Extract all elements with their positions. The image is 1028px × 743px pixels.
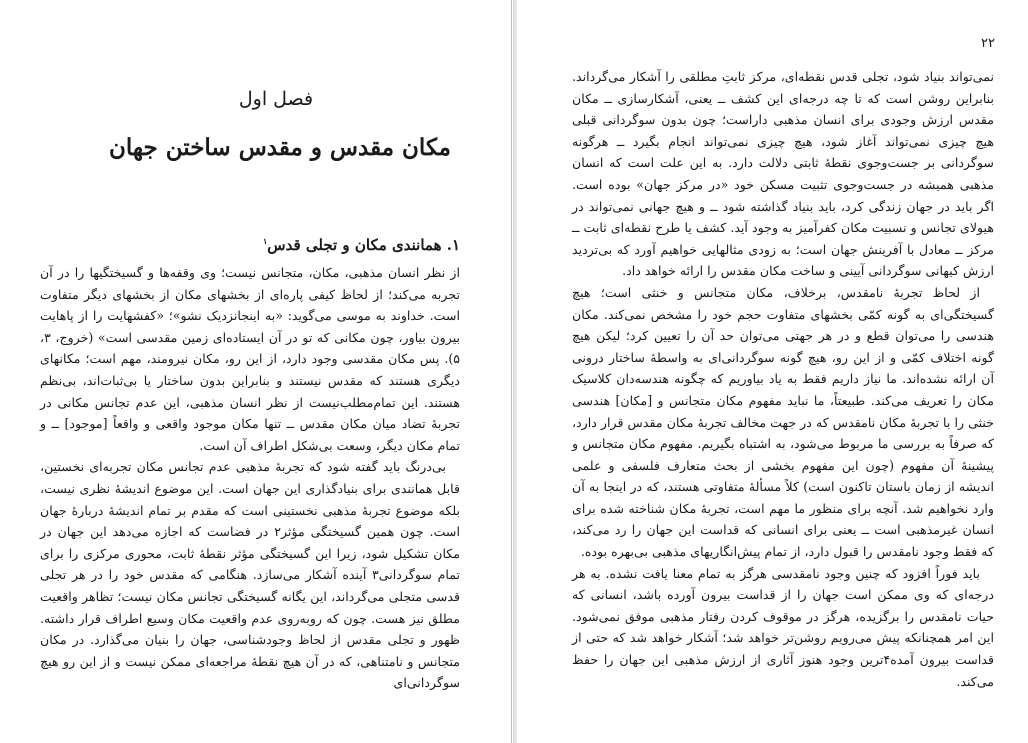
paragraph: بی‌درنگ باید گفته شود که تجربهٔ مذهبی عدم تجانس مکان تجربه‌ای نخستین، قابل همانندی برای بنیادگذاری این جهان است. این موضوع اندیشهٔ نظری نیست، بلکه موضوع تجربهٔ مذهبی نخستینی است که مقدم بر تمام اندیشهٔ دربارهٔ جهان است. چون همین گسیختگی مؤثر۲ در فضاست که اجازه می‌دهد این جهان در مکان تشکیل شود، زیرا این گسیختگی مؤثر نقطهٔ ثابت، محوری مرکزی را برای تمام سوگردانی۳ آینده آشکار می‌سازد. هنگامی که مقدس خود را در هر تجلی قدسی متجلی می‌گرداند، این یگانه گسیختگی تجانس مکان نیست؛ تظاهر واقعیت مطلق نیز هست. چون که روبه‌روی عدم واقعیت مکان وسیع اطراف قرار داشته. ظهور و تجلی مقدس از لحاظ وجودشناسی، جهان را بنیان می‌گذارد. در مکان متجانس و نامتناهی، که در آن هیچ نقطهٔ مراجعه‌ای ممکن نیست و از این رو هیچ سوگردانی‌ای bbox=[40, 459, 460, 691]
footnote-mark: ۱ bbox=[263, 236, 268, 246]
page-gutter bbox=[514, 0, 517, 743]
chapter-number: فصل اول bbox=[238, 88, 314, 110]
paragraph: از نظر انسان مذهبی، مکان، متجانس نیست؛ وی وقفه‌ها و گسیختگیها را در آن تجربه می‌کند؛ از لحاظ کیفی پاره‌ای از بخشهای مکان از بخشهای دیگر متفاوت است. خداوند به موسی می‌گوید: «به اینجانزدیک نشو»؛ «کفشهایت را از پاهایت بیرون بیاور، چون مکانی که تو در آن ایستاده‌ای زمین مقدسی است» (خروج، ۳، ۵). پس مکان مقدسی وجود دارد، از این رو، مکان نیرومند، مهم است؛ مکانهای دیگری هستند که مقدس نیستند و بنابراین بدون ساختار یا بی‌ثبات‌اند، بی‌نظم هستند. این تمام‌مطلب‌نیست از نظر انسان مذهبی، این عدم تجانس مکانی در تجربهٔ تضاد میان مکان مقدس ــ تنها مکان موجود واقعی و واقعاً [موجود] ــ و تمام مکان دیگر، وسعت بی‌شکل اطراف آن است. bbox=[40, 265, 460, 453]
left-page bbox=[0, 0, 512, 743]
chapter-title: مکان مقدس و مقدس ساختن جهان bbox=[109, 134, 451, 161]
section-heading bbox=[40, 236, 460, 254]
paragraph: باید فوراً افزود که چنین وجود نامقدسی هرگز به تمام معنا یافت نشده. به هر درجه‌ای که وی ممکن است جهان را از قداست بیرون آورده باشد، انسانی که حیات نامقدس را برگزیده، هرگز در موقوف کردن رفتار مذهبی موفق نمی‌شود. این امر همچنانکه پیش می‌رویم روشن‌تر خواهد شد؛ آشکار خواهد شد که حتی از قداست بیرون آمده۴‌ترین وجود هنوز آثاری از ارزش مذهبی این جهان را حفظ می‌کند. bbox=[572, 565, 994, 689]
paragraph: از لحاظ تجربهٔ نامقدس، برخلاف، مکان متجانس و خنثی است؛ هیچ گسیختگی‌ای به گونه کمّی بخشهای متفاوت حجم خود را مشخص نمی‌کند. مکان هندسی را می‌توان قطع و در هر جهتی می‌توان حد آن را تعیین کرد؛ لیکن هیچ گونه اختلاف کمّی و از این رو، هیچ گونه سوگردانی‌ای به واسطهٔ ساختار درونی آن ارائه نشده‌اند. ما نیاز داریم فقط به یاد بیاوریم که چگونه هندسه‌دان کلاسیک مکان را تعریف می‌کند. طبیعتاً، ما نباید مفهوم مکان متجانس و [مکان] هندسی خنثی را با تجربهٔ مکان نامقدس که در جهت مخالف تجربهٔ مکان مقدس قرار دارد، که صرفاً به بررسی ما مربوط می‌شود، به اشتباه بگیریم. مفهوم مکان متجانس و پیشینهٔ آن مفهوم (چون این مفهوم بخشی از بحث متعارف فلسفی و علمی اندیشه از زمان باستان تاکنون است) کلاً مسألهٔ متفاوتی هستند، که در اینجا به آن وارد نخواهیم شد. آنچه برای منظور ما مهم است، تجربهٔ مکان شناخته شده برای انسان غیرمذهبی است ــ یعنی برای انسانی که قداست این جهان را رد می‌کند، که فقط وجود نامقدس را قبول دارد، از تمام پیش‌انگاریهای مذهبی بی‌بهره بوده. bbox=[572, 284, 994, 560]
left-body-text bbox=[40, 262, 460, 694]
page-number: ۲۲ bbox=[981, 36, 995, 51]
paragraph: نمی‌تواند بنیاد شود، تجلی قدس نقطه‌ای، مرکز ثابتِ مطلقی را آشکار می‌گرداند. بنابراین روشن است که تا چه درجه‌ای این کشف ــ یعنی، آشکارسازی ــ مکان مقدس ارزش وجودی برای انسان مذهبی داراست؛ چون بدون سوگردانی قبلی هیچ چیزی نمی‌تواند آغاز شود، هیچ چیزی نمی‌تواند انجام بگیرد ــ هرگونه سوگردانی بر جست‌وجوی نقطهٔ ثابتی دلالت دارد. به این علت است که انسان مذهبی همیشه در جست‌وجوی تثبیت مسکن خود «در مرکز جهان» بوده است. اگر باید در جهان زندگی کرد، باید بنیاد گذاشته شود ــ و هیچ جهانی نمی‌تواند در هیولای تجانس و نسبیت مکان کفرآمیز به وجود آید. کشف یا طرح نقطه‌ای ثابت ــ مرکز ــ معادل با آفرینش جهان است؛ به زودی مثالهایی خواهیم آورد که بی‌تردید ارزش کیهانی سوگردانی آیینی و ساخت مکان مقدس را ارائه خواهد داد. bbox=[572, 69, 994, 279]
section-heading-text: ۱. همانندی مکان و تجلی قدس bbox=[267, 236, 460, 254]
right-body-text bbox=[572, 66, 994, 692]
